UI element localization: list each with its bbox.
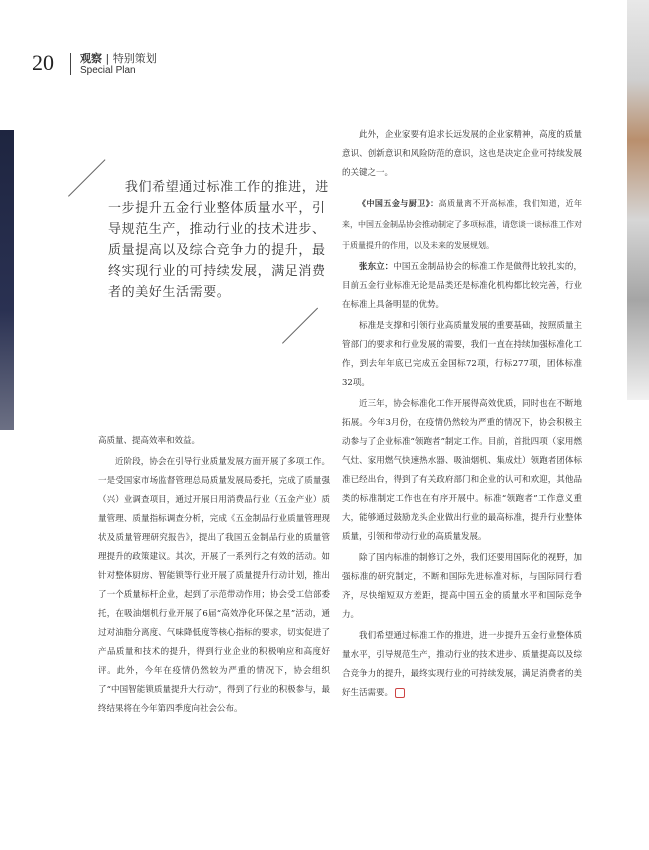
paragraph: 高质量、提高效率和效益。 xyxy=(98,436,201,446)
section-label: 观察 xyxy=(80,52,102,65)
section-subtitle: Special Plan xyxy=(80,65,136,76)
topic-label: 特别策划 xyxy=(112,52,157,65)
end-mark-icon xyxy=(395,688,405,698)
right-column xyxy=(342,126,582,705)
edge-photo-left xyxy=(0,130,14,430)
paragraph: 此外，企业家要有追求长远发展的企业家精神，高度的质量意识、创新意识和风险防范的意识，这也是决定企业可持续发展的关键之一。 xyxy=(342,130,582,178)
final-paragraph-text: 我们希望通过标准工作的推进，进一步提升五金行业整体质量水平，引导规范生产，推动行业的技术进步、质量提高以及综合竞争力的提升，最终实现行业的可持续发展，满足消费者的美好生活需要。 xyxy=(342,631,582,698)
header-divider xyxy=(70,53,71,75)
interview-question xyxy=(342,193,582,256)
question-label: 《中国五金与厨卫》： xyxy=(358,198,439,208)
paragraph: 近阶段，协会在引导行业质量发展方面开展了多项工作。一是受国家市场监督管理总局质量发展局委托，完成了质量强（兴）业调查项目，通过开展日用消费品行业（五金产业）质量管理、质量指标调查分析，完成《五金制品行业质量管理现状及质量管理研究报告》，提出了我国五金制品行业的质量管理提升的政策建议。其次，开展了一系列行之有效的活动。如针对整体厨房、智能锁等行业开展了质量提升行动计划，推出了一个质量标杆企业，起到了示范带动作用；协会受工信部委托，在吸油烟机行业开展了6届“高效净化环保之星”活动，通过对油脂分离度、气味降低度等核心指标的要求，切实促进了产品质量和技术的提升，得到行业企业的积极响应和高度好评。此外，今年在疫情仍然较为严重的情况下，协会组织了“中国智能锁质量提升大行动”，得到了行业的积极参与，最终结果将在今年第四季度向社会公布。 xyxy=(98,457,330,714)
question-text: 高质量离不开高标准，我们知道，近年来，中国五金制品协会推动制定了多项标准，请您谈一谈标准工作对于质量提升的作用，以及未来的发展规划。 xyxy=(342,199,583,250)
pull-quote xyxy=(108,177,333,303)
section-title xyxy=(80,50,157,66)
answer-text: 中国五金制品协会的标准工作是做得比较扎实的，目前五金行业标准无论是品类还是标准化机构都比较完善，行业在标准上具备明显的优势。 xyxy=(342,262,582,310)
left-column xyxy=(98,432,330,721)
paragraph xyxy=(342,627,582,703)
section-separator: | xyxy=(105,52,110,65)
edge-photo xyxy=(627,0,649,400)
interview-answer xyxy=(342,258,582,315)
paragraph: 标准是支撑和引领行业高质量发展的重要基础，按照质量主管部门的要求和行业发展的需要，我们一直在持续加强标准化工作，到去年年底已完成五金国标72项，行标277项，团体标准32项。 xyxy=(342,321,582,388)
pull-quote-text: 我们希望通过标准工作的推进，进一步提升五金行业整体质量水平，引导规范生产，推动行业的技术进步、质量提高以及综合竞争力的提升，最终实现行业的可持续发展，满足消费者的美好生活需要。 xyxy=(108,180,329,300)
quote-slash-top xyxy=(68,159,105,196)
paragraph: 除了国内标准的制修订之外，我们还要用国际化的视野，加强标准的研究制定，不断和国际先进标准对标，与国际同行看齐，尽快缩短双方差距，提高中国五金的质量水平和国际竞争力。 xyxy=(342,553,582,620)
paragraph: 近三年，协会标准化工作开展得高效优质，同时也在不断地拓展。今年3月份，在疫情仍然较为严重的情况下，协会积极主动参与了企业标准“领跑者”制定工作。目前，首批四项（家用燃气灶、家用燃气快速热水器、吸油烟机、集成灶）领跑者团体标准已经出台，得到了有关政府部门和企业的认可和欢迎，其他品类的标准制定工作也在有序开展中。标准“领跑者”工作意义重大，能够通过鼓励龙头企业做出行业的最高标准，提升行业整体质量，引领和带动行业的高质量发展。 xyxy=(342,399,582,542)
page-number: 20 xyxy=(32,50,54,75)
quote-slash-bottom xyxy=(282,308,318,344)
answer-label: 张东立： xyxy=(359,262,394,272)
